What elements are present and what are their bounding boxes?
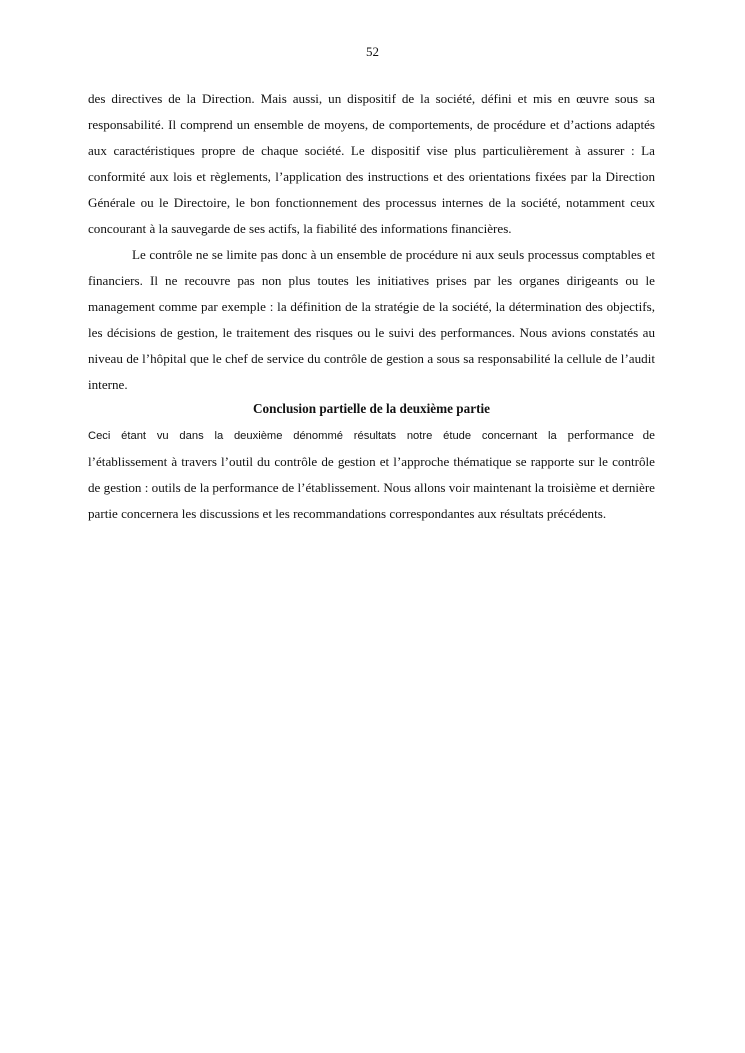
paragraph-control-scope: Le contrôle ne se limite pas donc à un ensemble de procédure ni aux seuls processus comptables et financiers. Il ne recouvre pas non plus toutes les initiatives prises par les organes dirigeants ou le management comme par exemple : la définition de la stratégie de la société, la détermination des objectifs, les décisions de gestion, le traitement des risques ou le suivi des performances. Nous avions constatés au niveau de l’hôpital que le chef de service du contrôle de gestion a sous sa responsabilité la cellule de l’audit interne.: [88, 247, 655, 392]
paragraph-internal-control-definition: des directives de la Direction. Mais aussi, un dispositif de la société, défini et mis en œuvre sous sa responsabilité. Il comprend un ensemble de moyens, de comportements, de procédure et d’actions adaptés aux caractéristiques propre de chaque société. Le dispositif vise plus particulièrement à assurer : La conformité aux lois et règlements, l’application des instructions et des orientations fixées par la Direction Générale ou le Directoire, le bon fonctionnement des processus internes de la société, notamment ceux concourant à la sauvegarde de ses actifs, la fiabilité des informations financières.: [88, 91, 655, 236]
document-body: [88, 86, 655, 527]
section-heading: Conclusion partielle de la deuxième partie: [253, 401, 490, 416]
conclusion-serif-text: performance de l’établissement à travers l’outil du contrôle de gestion et l’approche thématique se rapporte sur le contrôle de gestion : outils de la performance de l’établissement. Nous allons voir maintenant la troisième et dernière partie concernera les discussions et les recommandations correspondantes aux résultats précédents.: [88, 427, 655, 521]
paragraph-conclusion: [88, 422, 655, 527]
conclusion-sans-text: Ceci étant vu dans la deuxième dénommé résultats notre étude concernant la: [88, 430, 568, 442]
page-number: 52: [366, 44, 379, 59]
